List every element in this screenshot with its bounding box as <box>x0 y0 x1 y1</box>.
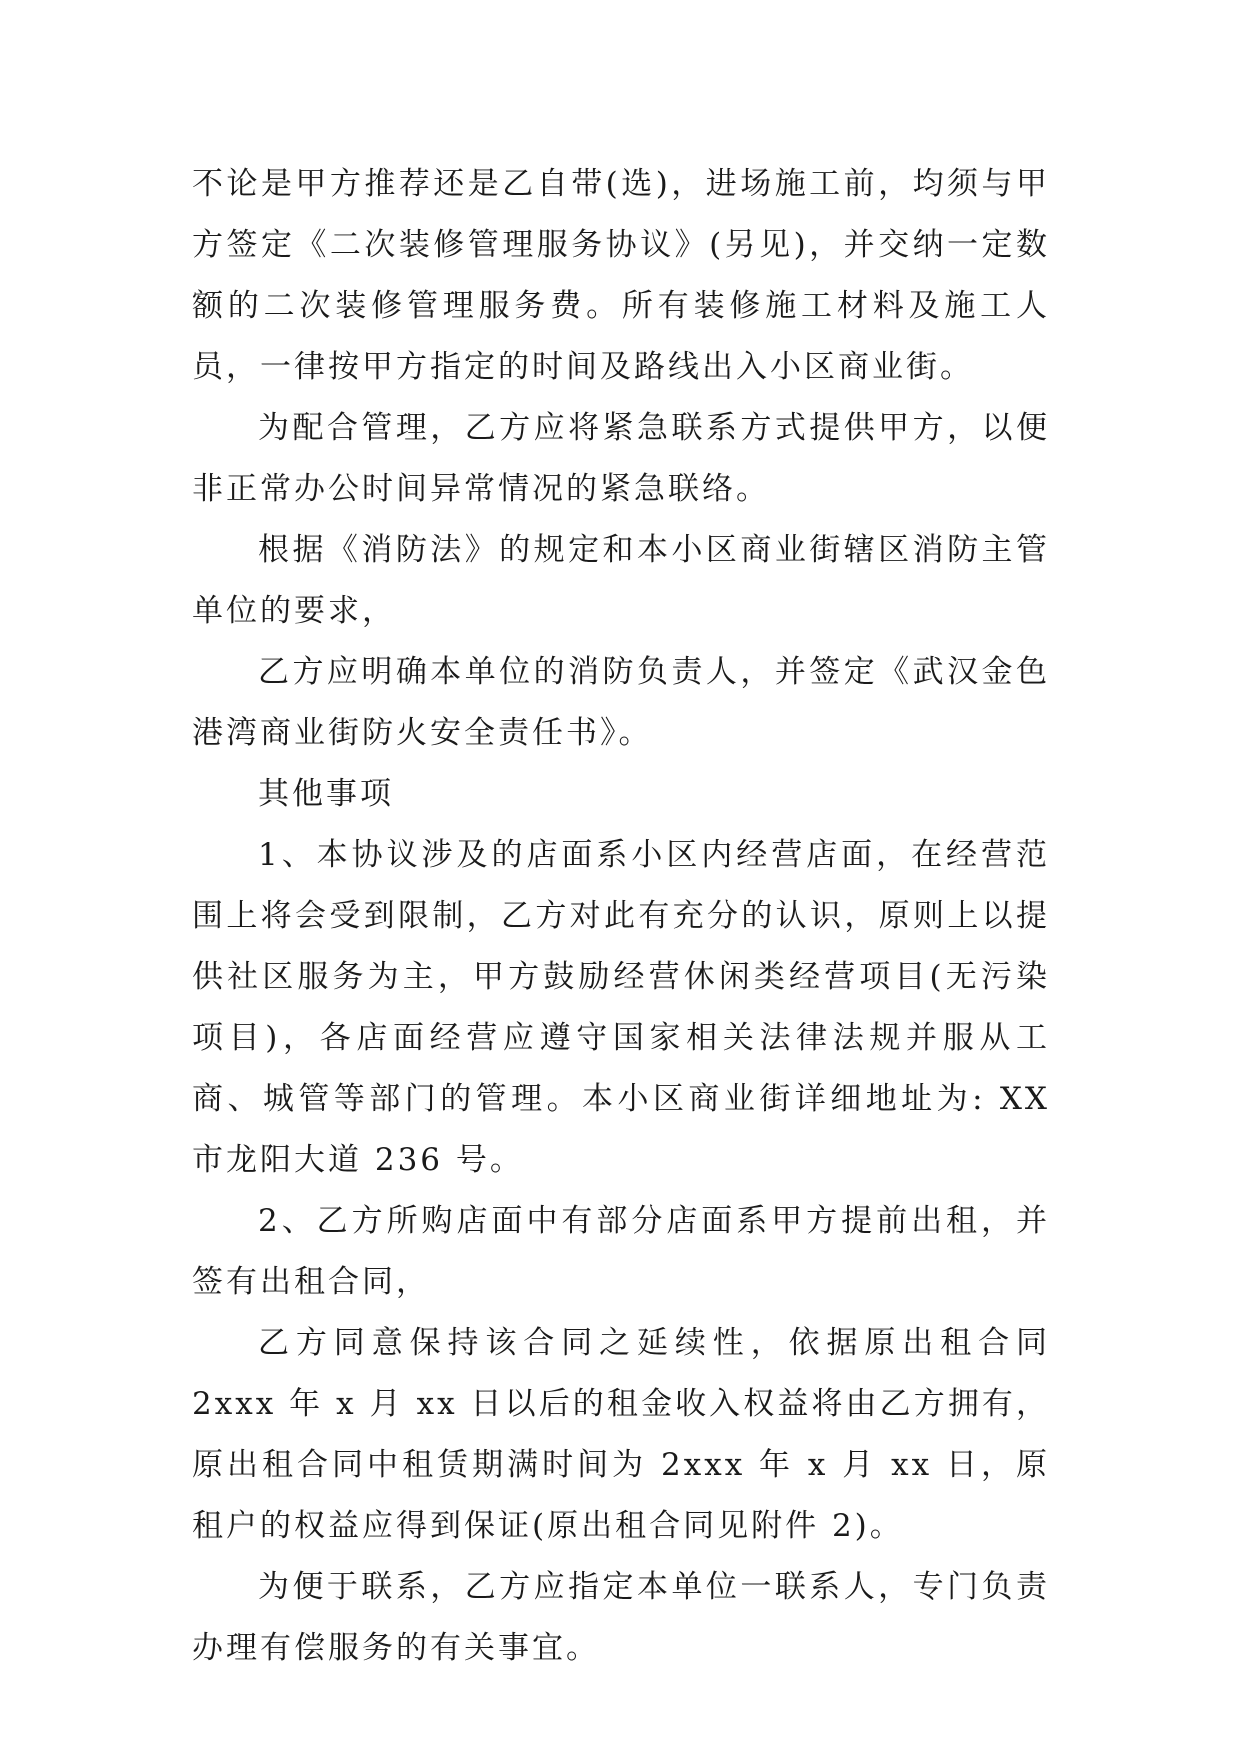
paragraph-9: 为便于联系，乙方应指定本单位一联系人，专门负责办理有偿服务的有关事宜。 <box>192 1569 1050 1666</box>
paragraph-2: 为配合管理，乙方应将紧急联系方式提供甲方，以便非正常办公时间异常情况的紧急联络。 <box>192 410 1050 507</box>
paragraph-item-2: 2、乙方所购店面中有部分店面系甲方提前出租，并签有出租合同， <box>192 1203 1050 1300</box>
paragraph-item-1: 1、本协议涉及的店面系小区内经营店面，在经营范围上将会受到限制，乙方对此有充分的认识，原则上以提供社区服务为主，甲方鼓励经营休闲类经营项目(无污染项目)，各店面经营应遵守国家相关法律法规并服从工商、城管等部门的管理。本小区商业街详细地址为: XX 市龙阳大道 236 号。 <box>192 837 1050 1178</box>
paragraph-8: 乙方同意保持该合同之延续性，依据原出租合同 2xxx 年 x 月 xx 日以后的租金收入权益将由乙方拥有，原出租合同中租赁期满时间为 2xxx 年 x 月 xx 日，原租户的权益应得到保证(原出租合同见附件 2)。 <box>192 1325 1050 1544</box>
paragraph-1: 不论是甲方推荐还是乙自带(选)，进场施工前，均须与甲方签定《二次装修管理服务协议》(另见)，并交纳一定数额的二次装修管理服务费。所有装修施工材料及施工人员，一律按甲方指定的时间及路线出入小区商业街。 <box>192 166 1050 385</box>
paragraph-4: 乙方应明确本单位的消防负责人，并签定《武汉金色港湾商业街防火安全责任书》。 <box>192 654 1050 751</box>
document-body <box>192 154 1050 1679</box>
paragraph-3: 根据《消防法》的规定和本小区商业街辖区消防主管单位的要求， <box>192 532 1050 629</box>
section-heading-other-matters: 其他事项 <box>258 776 394 812</box>
